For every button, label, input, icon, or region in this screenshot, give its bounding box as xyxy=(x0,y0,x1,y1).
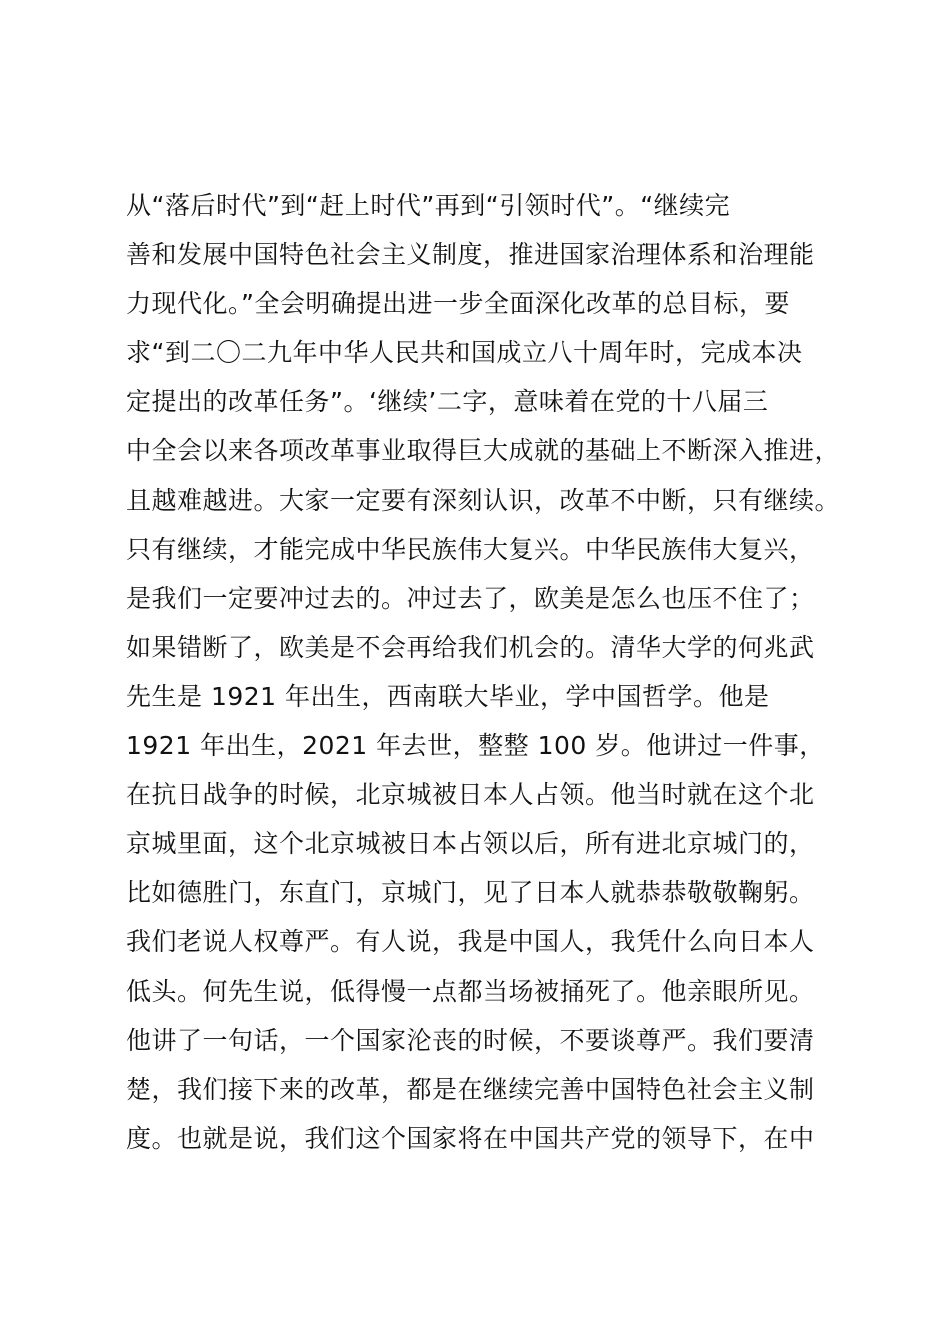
text-line: 如果错断了，欧美是不会再给我们机会的。清华大学的何兆武 xyxy=(126,632,815,662)
text-line: 度。也就是说，我们这个国家将在中国共产党的领导下，在中 xyxy=(126,1123,815,1153)
text-line: 定提出的改革任务”。‘继续’二字，意味着在党的十八届三 xyxy=(126,387,769,417)
text-line: 且越难越进。大家一定要有深刻认识，改革不中断，只有继续。 xyxy=(126,485,841,515)
text-line: 善和发展中国特色社会主义制度，推进国家治理体系和治理能 xyxy=(126,240,815,270)
text-line: 力现代化。”全会明确提出进一步全面深化改革的总目标，要 xyxy=(126,289,790,319)
text-line: 他讲了一句话，一个国家沦丧的时候，不要谈尊严。我们要清 xyxy=(126,1025,815,1055)
text-line: 低头。何先生说，低得慢一点都当场被捅死了。他亲眼所见。 xyxy=(126,976,815,1006)
text-line: 1921 年出生，2021 年去世，整整 100 岁。他讲过一件事， xyxy=(126,731,825,761)
text-line: 楚，我们接下来的改革，都是在继续完善中国特色社会主义制 xyxy=(126,1074,815,1104)
text-line: 在抗日战争的时候，北京城被日本人占领。他当时就在这个北 xyxy=(126,780,815,810)
text-line: 从“落后时代”到“赶上时代”再到“引领时代”。“继续完 xyxy=(126,191,731,220)
text-line: 比如德胜门，东直门，京城门，见了日本人就恭恭敬敬鞠躬。 xyxy=(126,878,815,908)
text-line: 京城里面，这个北京城被日本占领以后，所有进北京城门的， xyxy=(126,829,815,859)
text-line: 求“到二〇二九年中华人民共和国成立八十周年时，完成本决 xyxy=(126,338,803,368)
text-line: 是我们一定要冲过去的。冲过去了，欧美是怎么也压不住了； xyxy=(126,583,815,613)
body-text xyxy=(126,181,866,1163)
text-line: 中全会以来各项改革事业取得巨大成就的基础上不断深入推进， xyxy=(126,436,841,466)
text-line: 先生是 1921 年出生，西南联大毕业，学中国哲学。他是 xyxy=(126,681,770,711)
text-line: 只有继续，才能完成中华民族伟大复兴。中华民族伟大复兴， xyxy=(126,534,815,564)
text-line: 我们老说人权尊严。有人说，我是中国人，我凭什么向日本人 xyxy=(126,927,815,957)
